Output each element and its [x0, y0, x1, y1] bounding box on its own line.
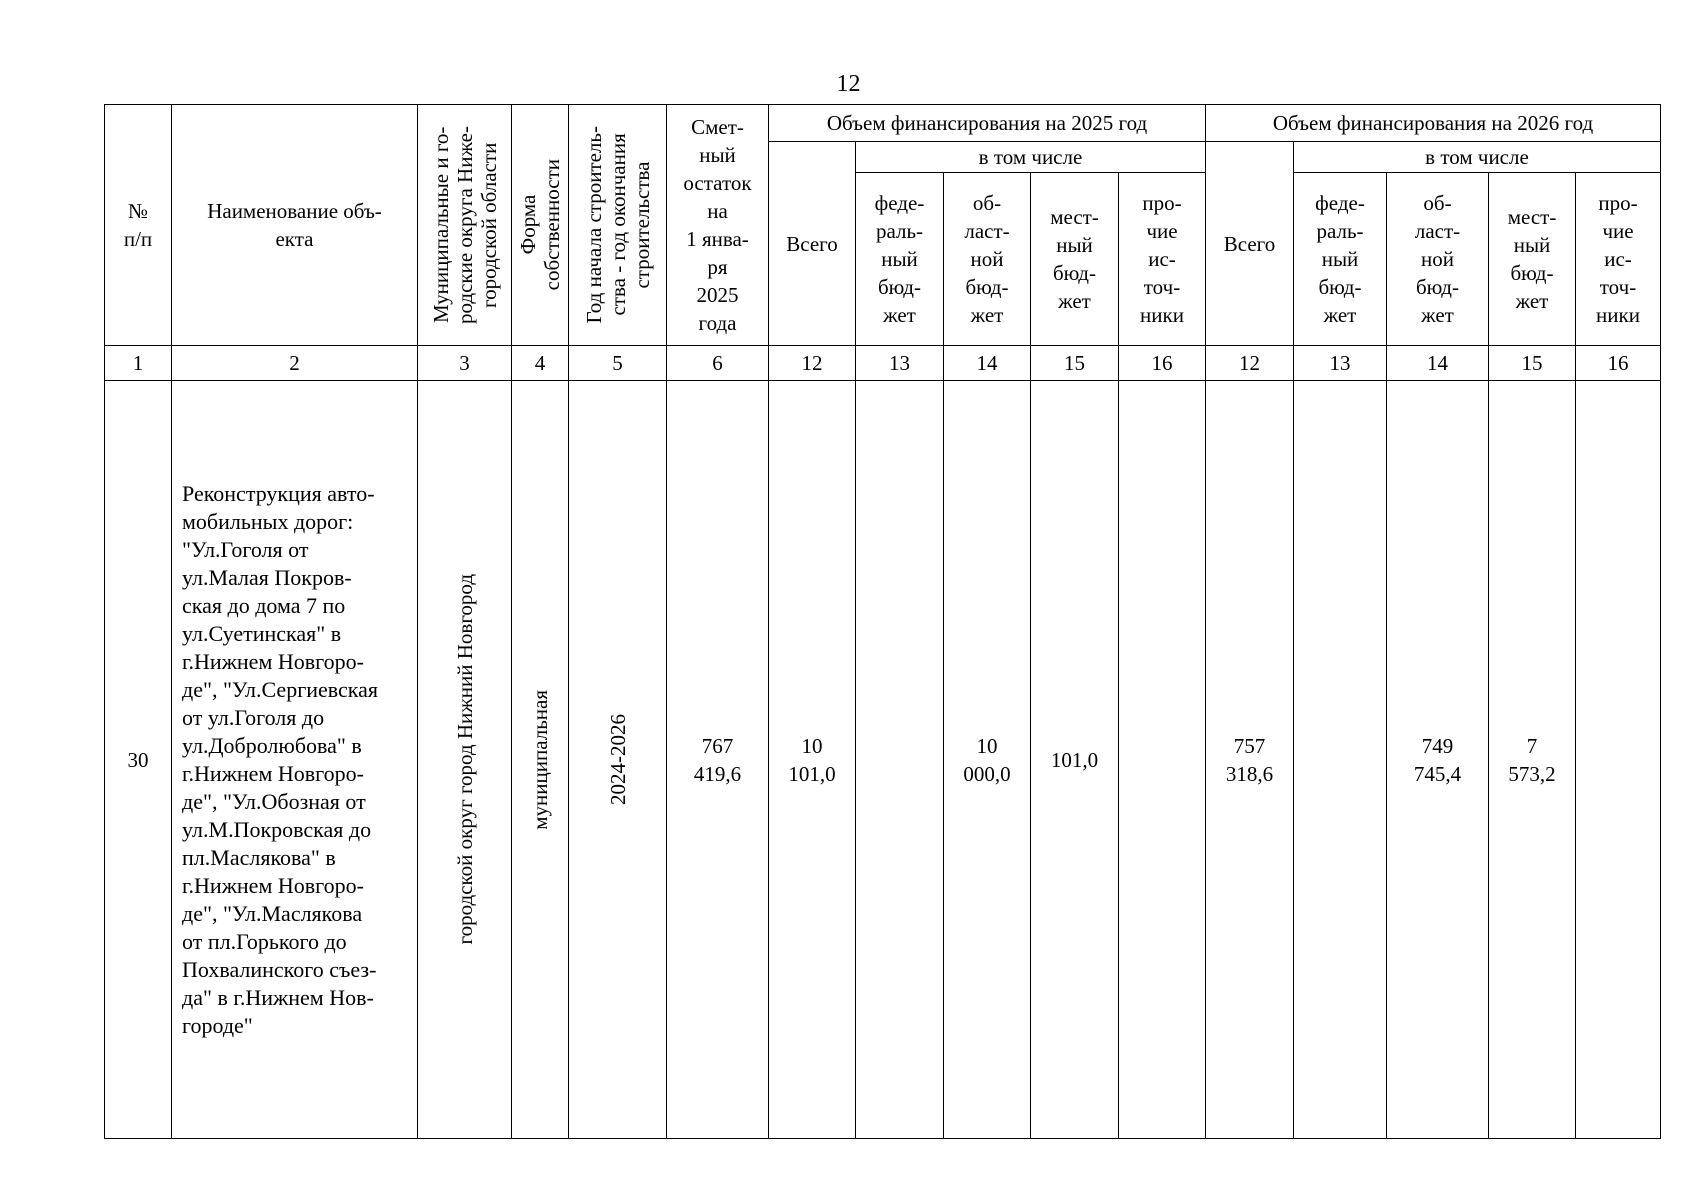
header-years-text: Год начала строитель- ства - год окончания строительства [581, 126, 654, 324]
row-2025-total: 10 101,0 [769, 381, 856, 1139]
column-number: 13 [1294, 346, 1387, 381]
row-municipality [418, 381, 512, 1139]
header-balance: Смет- ный остаток на 1 янва- ря 2025 года [667, 105, 769, 346]
row-years [569, 381, 667, 1139]
column-number: 3 [418, 346, 512, 381]
header-fin-2026: Объем финансирования на 2026 год [1206, 105, 1661, 142]
column-number: 16 [1576, 346, 1661, 381]
row-2026-local: 7 573,2 [1489, 381, 1576, 1139]
header-object-name: Наименование объ- екта [172, 105, 418, 346]
header-2025-local: мест- ный бюд- жет [1031, 173, 1119, 346]
header-2025-federal: феде- раль- ный бюд- жет [856, 173, 944, 346]
header-years [569, 105, 667, 346]
column-number: 12 [769, 346, 856, 381]
row-2025-other [1119, 381, 1206, 1139]
header-municipality-text: Муниципальные и го- родские округа Ниже- городской области [428, 126, 501, 324]
row-municipality-text: городской округ город Нижний Новгород [452, 574, 477, 945]
row-num: 30 [105, 381, 172, 1139]
column-number: 16 [1119, 346, 1206, 381]
header-2026-including: в том числе [1294, 142, 1661, 173]
column-number: 2 [172, 346, 418, 381]
header-ownership [512, 105, 569, 346]
header-2025-total: Всего [769, 142, 856, 346]
header-fin-2025: Объем финансирования на 2025 год [769, 105, 1206, 142]
row-2026-regional: 749 745,4 [1387, 381, 1489, 1139]
column-number: 12 [1206, 346, 1294, 381]
column-number: 15 [1489, 346, 1576, 381]
row-2026-other [1576, 381, 1661, 1139]
header-2025-other: про- чие ис- точ- ники [1119, 173, 1206, 346]
header-2026-local: мест- ный бюд- жет [1489, 173, 1576, 346]
header-num: № п/п [105, 105, 172, 346]
row-2026-total: 757 318,6 [1206, 381, 1294, 1139]
column-number: 14 [1387, 346, 1489, 381]
header-2025-including: в том числе [856, 142, 1206, 173]
column-number: 4 [512, 346, 569, 381]
row-ownership [512, 381, 569, 1139]
column-number: 14 [944, 346, 1031, 381]
row-ownership-text: муниципальная [528, 689, 552, 830]
column-number: 6 [667, 346, 769, 381]
header-2025-regional: об- ласт- ной бюд- жет [944, 173, 1031, 346]
row-years-text: 2024-2026 [605, 714, 630, 805]
row-object-name: Реконструкция авто- мобильных дорог: "Ул.Гоголя от ул.Малая Покров- ская до дома 7 по ул.Суетинская" в г.Нижнем Новгоро- де", "Ул.Сергиевская от ул.Гоголя до ул.Добролюбова" в г.Нижнем Новгоро- де", "Ул.Обозная от ул.М.Покровская до пл.Маслякова" в г.Нижнем Новгоро- де", "Ул.Маслякова от пл.Горького до Похвалинского съез- да" в г.Нижнем Нов- городе" [172, 381, 418, 1139]
column-number: 1 [105, 346, 172, 381]
row-2025-federal [856, 381, 944, 1139]
row-2025-local: 101,0 [1031, 381, 1119, 1139]
column-number: 13 [856, 346, 944, 381]
row-2025-regional: 10 000,0 [944, 381, 1031, 1139]
header-municipality [418, 105, 512, 346]
column-number: 5 [569, 346, 667, 381]
financing-table [104, 104, 1661, 1139]
header-ownership-text: Форма собственности [516, 159, 564, 291]
header-2026-total: Всего [1206, 142, 1294, 346]
column-number-row [105, 346, 1661, 381]
column-number: 15 [1031, 346, 1119, 381]
table-row [105, 381, 1661, 1139]
page-number: 12 [836, 71, 861, 97]
header-2026-federal: феде- раль- ный бюд- жет [1294, 173, 1387, 346]
row-2026-federal [1294, 381, 1387, 1139]
header-2026-regional: об- ласт- ной бюд- жет [1387, 173, 1489, 346]
row-balance: 767 419,6 [667, 381, 769, 1139]
header-2026-other: про- чие ис- точ- ники [1576, 173, 1661, 346]
